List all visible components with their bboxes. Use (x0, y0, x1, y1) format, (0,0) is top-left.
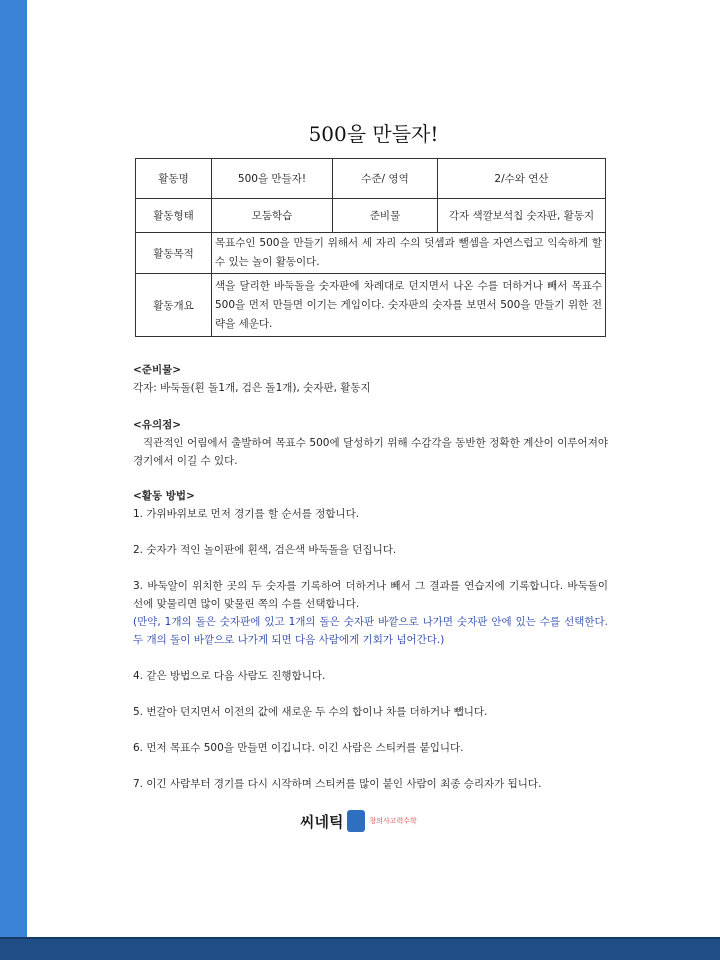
materials-section (133, 361, 608, 397)
bottom-footer-bar (0, 937, 720, 960)
cautions-heading: <유의점> (133, 419, 182, 431)
value-materials: 각자 색깔보석칩 숫자판, 활동지 (438, 199, 606, 233)
list-item: 3. 바둑알이 위치한 곳의 두 숫자를 기록하여 더하거나 빼서 그 결과를 연습지에 기록합니다. 바둑돌이 선에 맞물리면 많이 맞물린 쪽의 수를 선택합니다. (133, 580, 608, 610)
materials-text: 각자: 바둑돌(흰 돌1개, 검은 돌1개), 숫자판, 활동지 (133, 382, 371, 394)
cautions-section (133, 416, 608, 470)
table-row (136, 159, 606, 199)
brand-badge-icon (347, 810, 365, 832)
table-row (136, 233, 606, 274)
materials-heading: <준비물> (133, 364, 182, 376)
list-item: 2. 숫자가 적인 놀이판에 흰색, 검은색 바둑돌을 던집니다. (133, 544, 397, 556)
list-item: 4. 같은 방법으로 다음 사람도 진행합니다. (133, 670, 326, 682)
table-row (136, 199, 606, 233)
label-activity-type: 활동형태 (136, 199, 212, 233)
value-activity-name: 500을 만들자! (212, 159, 333, 199)
method-note: (만약, 1개의 돌은 숫자판에 있고 1개의 돌은 숫자판 바깥으로 나가면 숫자판 안에 있는 수를 선택한다. 두 개의 돌이 바깥으로 나가게 되면 다음 사람에게 기회가 넘어간다.) (133, 616, 608, 646)
value-activity-type: 모둠학습 (212, 199, 333, 233)
label-activity-name: 활동명 (136, 159, 212, 199)
left-accent-bar (0, 0, 27, 960)
value-level: 2/수와 연산 (438, 159, 606, 199)
value-purpose: 목표수인 500을 만들기 위해서 세 자리 수의 덧셈과 뺄셈을 자연스럽고 익숙하게 할 수 있는 놀이 활동이다. (212, 233, 606, 274)
list-item: 1. 가위바위보로 먼저 경기를 할 순서를 정합니다. (133, 508, 360, 520)
label-overview: 활동개요 (136, 274, 212, 337)
brand-logo (300, 806, 417, 836)
brand-tagline: 창의사고력수학 (369, 817, 417, 825)
list-item: 5. 번갈아 던지면서 이전의 값에 새로운 두 수의 합이나 차를 더하거나 뺍니다. (133, 706, 488, 718)
brand-name: 씨네틱 (300, 812, 344, 831)
cautions-text: 직관적인 어림에서 출발하여 목표수 500에 달성하기 위해 수감각을 동반한 정확한 계산이 이루어져야 경기에서 이길 수 있다. (133, 437, 608, 467)
label-purpose: 활동목적 (136, 233, 212, 274)
list-item: 7. 이긴 사람부터 경기를 다시 시작하며 스티커를 많이 붙인 사람이 최종 승리자가 됩니다. (133, 778, 542, 790)
method-heading: <활동 방법> (133, 490, 195, 502)
activity-info-table (135, 158, 606, 337)
method-section (133, 487, 608, 793)
table-row (136, 274, 606, 337)
label-materials: 준비물 (333, 199, 438, 233)
label-level: 수준/ 영역 (333, 159, 438, 199)
value-overview: 색을 달리한 바둑돌을 숫자판에 차례대로 던지면서 나온 수를 더하거나 빼서 목표수 500을 먼저 만들면 이기는 게임이다. 숫자판의 숫자를 보면서 500을 만들기 위한 전략을 세운다. (212, 274, 606, 337)
list-item: 6. 먼저 목표수 500을 만들면 이깁니다. 이긴 사람은 스티커를 붙입니다. (133, 742, 464, 754)
page-title: 500을 만들자! (308, 122, 439, 146)
